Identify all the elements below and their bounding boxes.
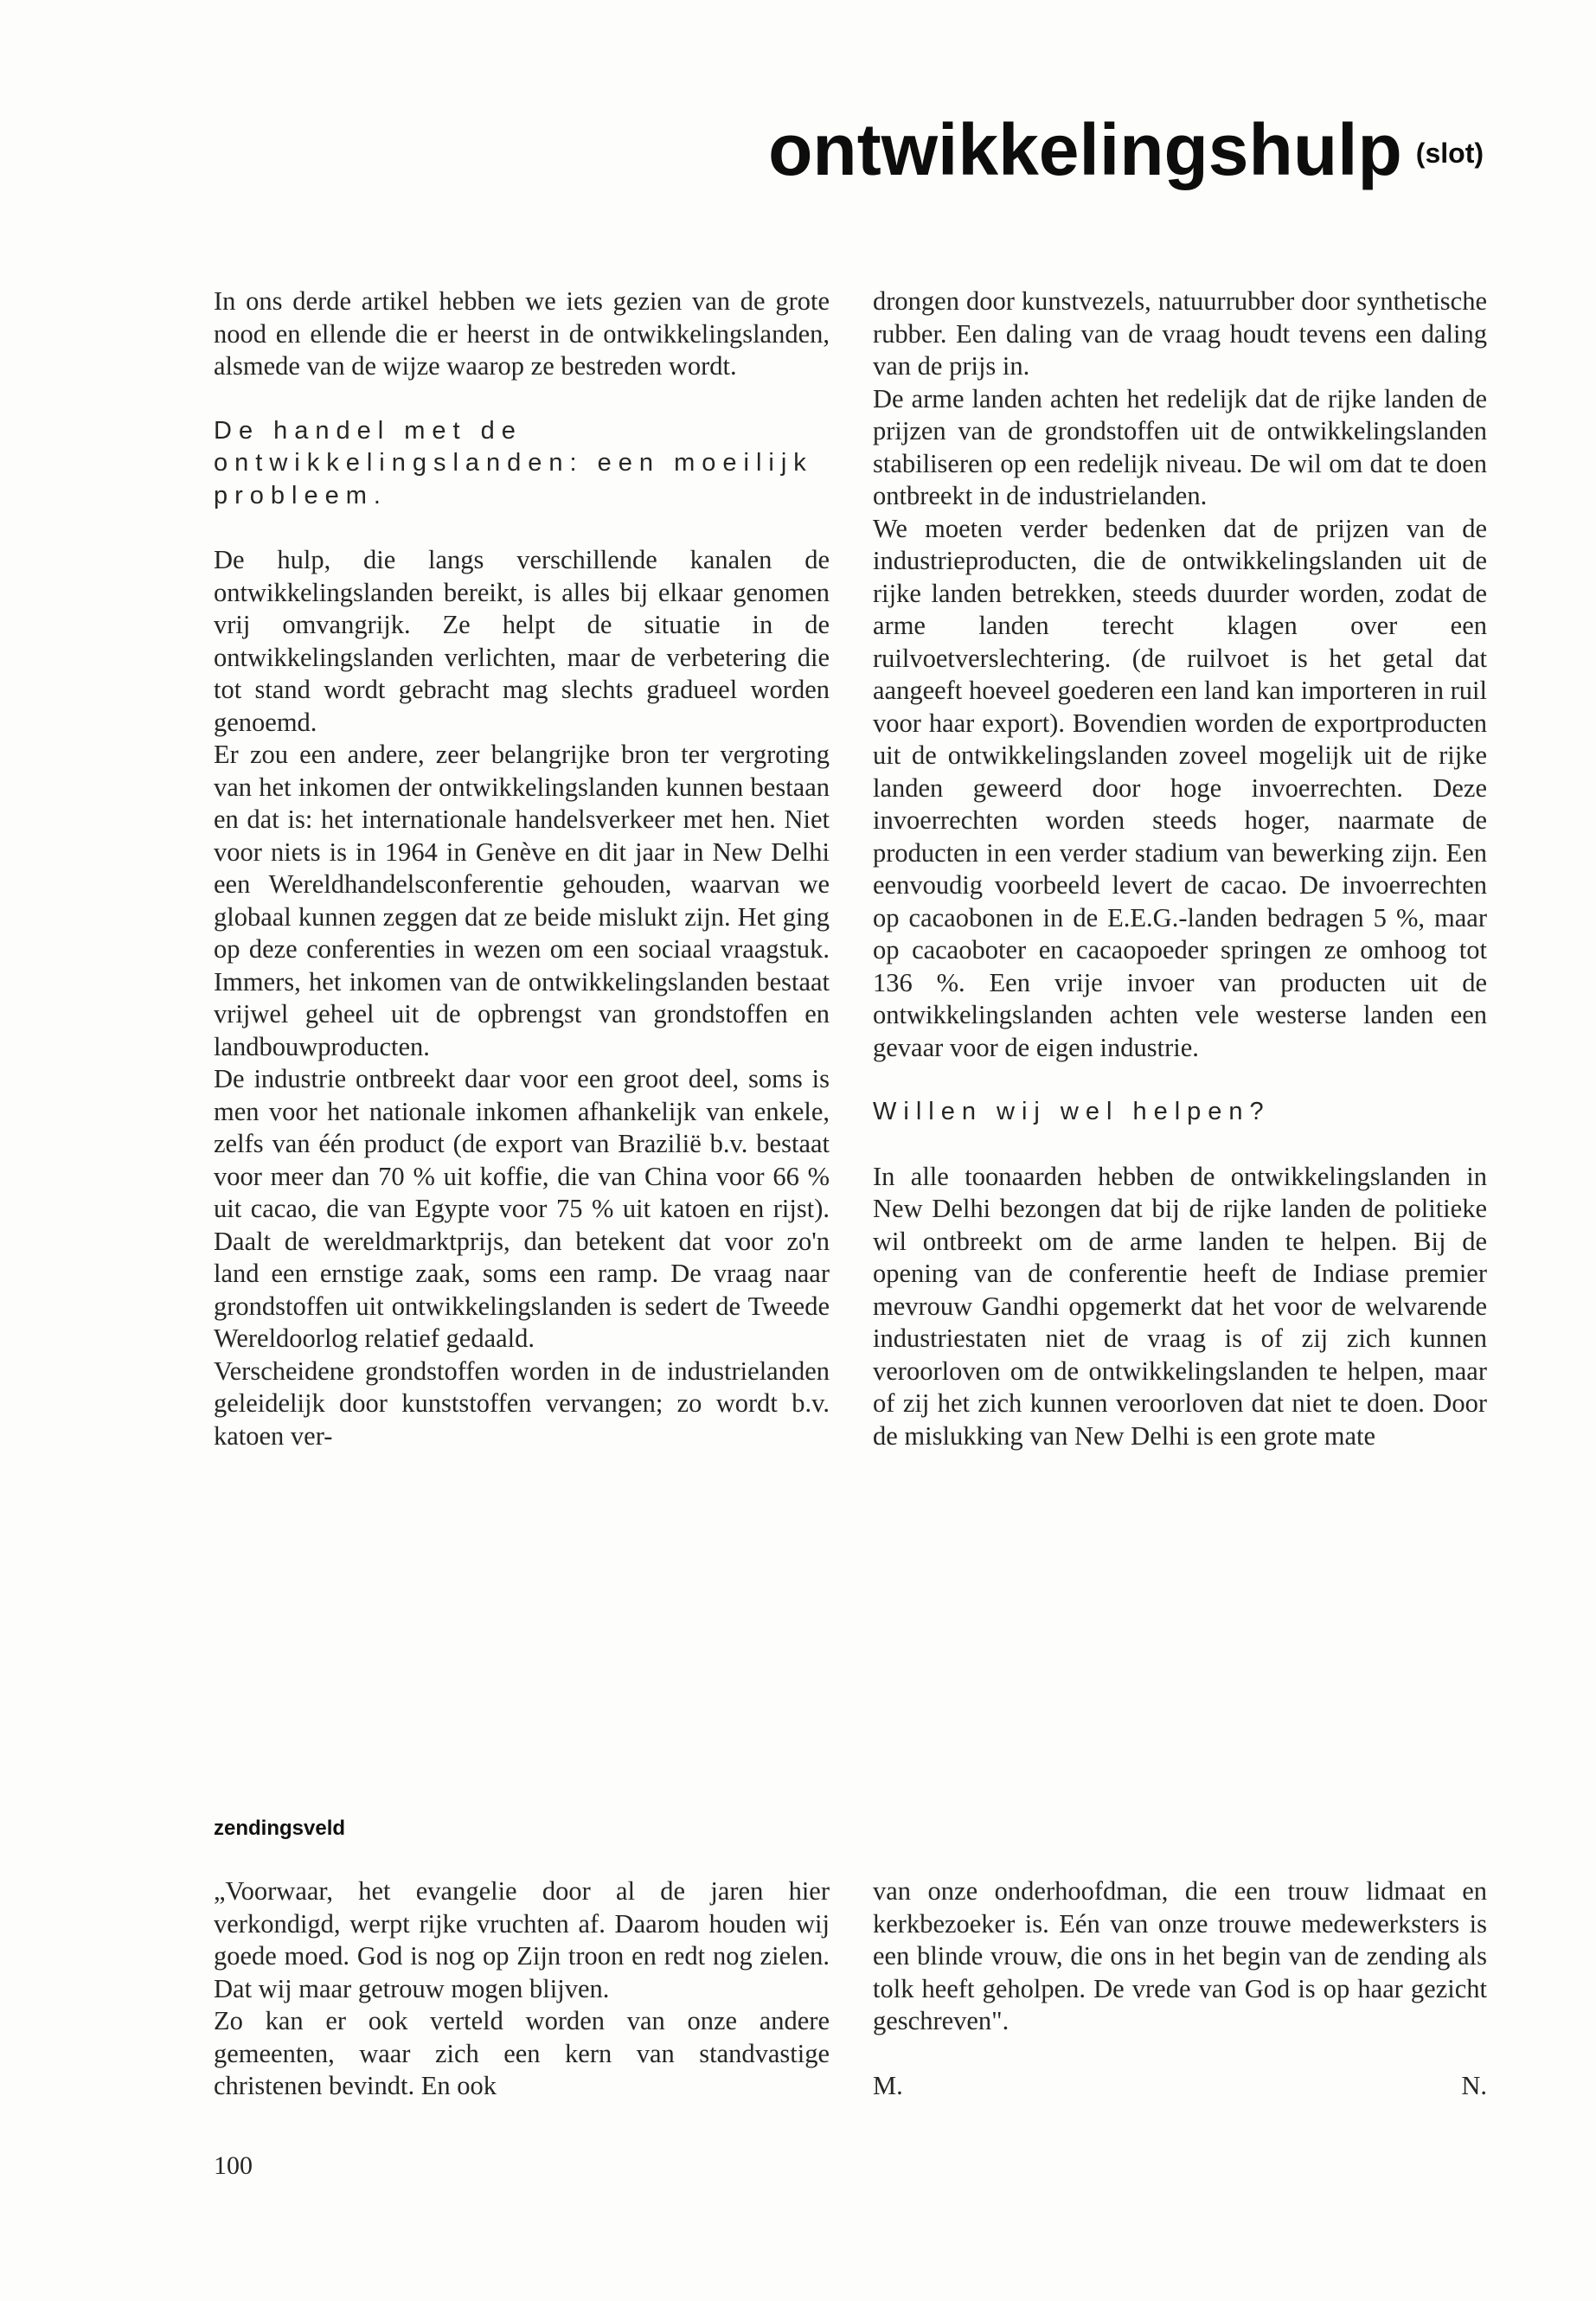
page-title (768, 108, 1484, 192)
signature-row (873, 2070, 1487, 2103)
signature-right: N. (1461, 2070, 1487, 2100)
article-paragraph: De industrie ontbreekt daar voor een groot deel, soms is men voor het nationale inkomen afhankelijk van enkele, zelfs van één product (de export van Brazilië b.v. bestaat voor meer dan 70 % uit koffie, die van China voor 66 % uit cacao, die van Egypte voor 75 % uit katoen en rijst). Daalt de wereldmarktprijs, dan betekent dat voor zo'n land een ernstige zaak, soms een ramp. De vraag naar grondstoffen uit ontwikkelingslanden is sedert de Tweede Wereldoorlog relatief gedaald. (214, 1064, 830, 1353)
article-paragraph: In ons derde artikel hebben we iets gezien van de grote nood en ellende die er heerst in de ontwikkelingslanden, alsmede van de wijze waarop ze bestreden wordt. (214, 286, 830, 381)
article-paragraph: In alle toonaarden hebben de ontwikkelingslanden in New Delhi bezongen dat bij de rijke landen de politieke wil ontbreekt om de arme landen te helpen. Bij de opening van de conferentie heeft de Indiase premier mevrouw Gandhi opgemerkt dat het voor de welvarende industriestaten niet de vraag is of zij zich kunnen veroorloven om de ontwikkelingslanden te helpen, maar of zij het zich kunnen veroorloven dat niet te doen. Door de mislukking van New Delhi is een grote mate (873, 1161, 1487, 1451)
zendingsveld-paragraph: van onze onderhoofdman, die een trouw lidmaat en kerkbezoeker is. Eén van onze trouwe medewerksters is een blinde vrouw, die ons in het begin van de zending als tolk heeft geholpen. De vrede van God is op haar gezicht geschreven". (873, 1876, 1487, 2035)
article-paragraph: Verscheidene grondstoffen worden in de industrielanden geleidelijk door kunststoffen vervangen; zo wordt b.v. katoen ver- (214, 1356, 830, 1451)
section-label-zendingsveld: zendingsveld (214, 1817, 346, 1840)
zendingsveld-right-column (873, 1875, 1487, 2102)
signature-left: M. (873, 2070, 903, 2100)
zendingsveld-paragraph: „Voorwaar, het evangelie door al de jaren hier verkondigd, werpt rijke vruchten af. Daarom houden wij goede moed. God is nog op Zijn troon en redt nog zielen. Dat wij maar getrouw mogen blijven. (214, 1876, 830, 2003)
article-left-column (214, 285, 830, 1452)
article-subheading: Willen wij wel helpen? (873, 1098, 1271, 1125)
article-paragraph: De arme landen achten het redelijk dat de rijke landen de prijzen van de grondstoffen uit de ontwikkelingslanden stabiliseren op een redelijk niveau. De wil om dat te doen ontbreekt in de industrielanden. (873, 383, 1487, 510)
article-subheading: De handel met de ontwikkelingslanden: een moeilijk probleem. (214, 416, 813, 510)
article-paragraph: De hulp, die langs verschillende kanalen de ontwikkelingslanden bereikt, is alles bij elkaar genomen vrij omvangrijk. Ze helpt de situatie in de ontwikkelingslanden verlichten, maar de verbetering die tot stand wordt gebracht mag slechts gradueel worden genoemd. (214, 545, 830, 737)
page-number: 100 (214, 2151, 253, 2180)
zendingsveld-left-column (214, 1875, 830, 2103)
article-right-column (873, 285, 1487, 1452)
article-paragraph: drongen door kunstvezels, natuurrubber door synthetische rubber. Een daling van de vraag houdt tevens een daling van de prijs in. (873, 286, 1487, 381)
zendingsveld-paragraph: Zo kan er ook verteld worden van onze andere gemeenten, waar zich een kern van standvastige christenen bevindt. En ook (214, 2006, 830, 2100)
article-paragraph: Er zou een andere, zeer belangrijke bron ter vergroting van het inkomen der ontwikkelingslanden kunnen bestaan en dat is: het internationale handelsverkeer met hen. Niet voor niets is in 1964 in Genève en dit jaar in New Delhi een Wereldhandelsconferentie gehouden, waarvan we globaal kunnen zeggen dat ze beide mislukt zijn. Het ging op deze conferenties in wezen om een sociaal vraagstuk. Immers, het inkomen van de ontwikkelingslanden bestaat vrijwel geheel uit de opbrengst van grondstoffen en landbouwproducten. (214, 740, 830, 1061)
article-paragraph: We moeten verder bedenken dat de prijzen van de industrieproducten, die de ontwikkelingslanden uit de rijke landen betrekken, steeds duurder worden, zodat de arme landen terecht klagen over een ruilvoetverslechtering. (de ruilvoet is het getal dat aangeeft hoeveel goederen een land kan importeren in ruil voor haar export). Bovendien worden de exportproducten uit de ontwikkelingslanden zoveel mogelijk uit de rijke landen geweerd door hoge invoerrechten. Deze invoerrechten worden steeds hoger, naarmate de producten in een verder stadium van bewerking zijn. Een eenvoudig voorbeeld levert de cacao. De invoerrechten op cacaobonen in de E.E.G.-landen bedragen 5 %, maar op cacaoboter en cacaopoeder springen ze omhoog tot 136 %. Een vrije invoer van producten uit de ontwikkelingslanden achten vele westerse landen een gevaar voor de eigen industrie. (873, 513, 1487, 1062)
title-subtitle: (slot) (1415, 138, 1484, 169)
title-main: ontwikkelingshulp (768, 109, 1402, 190)
